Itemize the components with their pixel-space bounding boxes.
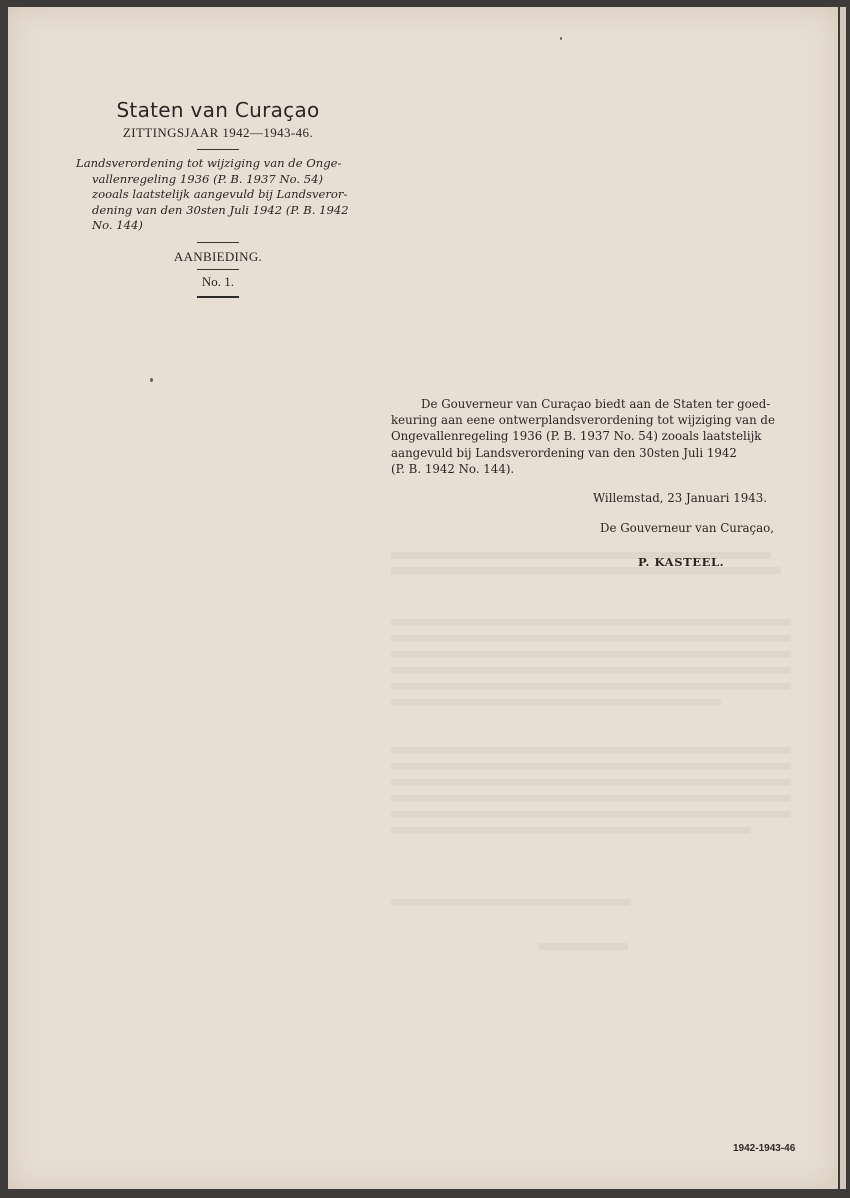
show-through-mark (391, 827, 751, 834)
show-through-mark (391, 651, 791, 658)
show-through-mark (391, 619, 791, 626)
document-title: Staten van Curaçao (116, 98, 320, 122)
divider (197, 242, 239, 243)
document-page (8, 7, 838, 1189)
subject-line: zooals laatstelijk aangevuld bij Landsveror- (92, 187, 348, 201)
divider-bold (197, 296, 239, 298)
show-through-mark (391, 899, 631, 906)
divider (197, 269, 239, 270)
paper-speck (560, 37, 562, 40)
subject-line: vallenregeling 1936 (P. B. 1937 No. 54) (92, 171, 324, 186)
body-paragraph (391, 396, 787, 477)
show-through-mark (391, 795, 791, 802)
body-line: De Gouverneur van Curaçao biedt aan de Staten ter goed- (421, 397, 771, 411)
subject-line: Landsverordening tot wijziging van de Onge- (76, 156, 342, 170)
divider (197, 149, 239, 150)
section-label: AANBIEDING. (173, 248, 263, 264)
document-subject (68, 156, 368, 234)
session-year: ZITTINGSJAAR 1942—1943-46. (122, 125, 314, 140)
show-through-mark (391, 699, 721, 706)
place-and-date: Willemstad, 23 Januari 1943. (593, 491, 767, 505)
show-through-mark (391, 683, 791, 690)
show-through-mark (391, 763, 791, 770)
body-line: (P. B. 1942 No. 144). (391, 461, 515, 476)
body-line: Ongevallenregeling 1936 (P. B. 1937 No. 54) zooals laatstelijk (391, 429, 762, 444)
document-header (68, 97, 368, 298)
document-number: No. 1. (201, 273, 235, 289)
show-through-mark (391, 779, 791, 786)
show-through-mark (538, 943, 628, 950)
show-through-mark (391, 635, 791, 642)
signatory-role: De Gouverneur van Curaçao, (600, 521, 774, 535)
paper-speck (150, 378, 153, 382)
subject-line: dening van den 30sten Juli 1942 (P. B. 1942 (92, 202, 349, 217)
signatory-name: P. KASTEEL. (638, 555, 725, 569)
show-through-mark (391, 667, 791, 674)
body-line: aangevuld bij Landsverordening van den 30sten Juli 1942 (391, 445, 737, 460)
show-through-mark (391, 811, 791, 818)
subject-line: No. 144) (92, 218, 143, 232)
body-line: keuring aan eene ontwerplandsverordening tot wijziging van de (391, 413, 775, 428)
show-through-mark (391, 747, 791, 754)
footer-code: 1942-1943-46 (733, 1143, 796, 1154)
